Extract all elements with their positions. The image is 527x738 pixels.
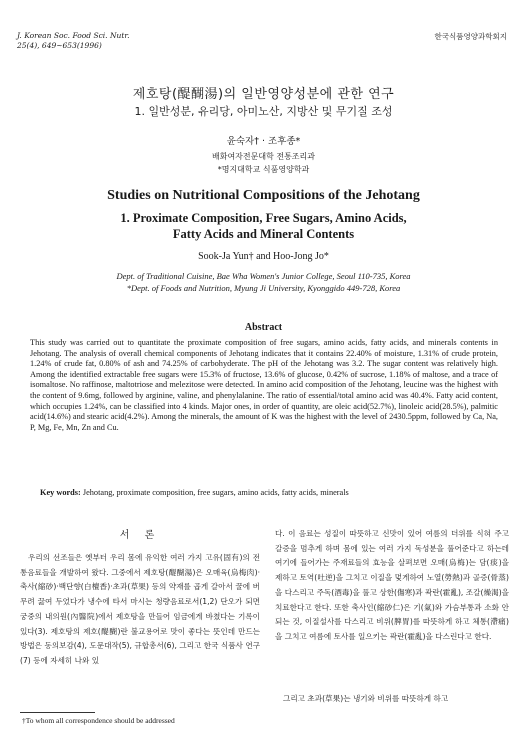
keywords-label: Key words:: [40, 488, 81, 497]
journal-citation-line2: 25(4), 649~653(1996): [17, 41, 102, 50]
keywords-text: Jehotang, proximate composition, free sugars, amino acids, fatty acids, minerals: [82, 488, 349, 497]
subtitle-korean: 1. 일반성분, 유리당, 아미노산, 지방산 및 무기질 조성: [134, 105, 393, 118]
affiliation-english-1: Dept. of Traditional Cuisine, Bae Wha Women's Junior College, Seoul 110-735, Korea: [116, 271, 411, 281]
abstract-body: This study was carried out to quantitate the proximate composition of free sugars, amino acids, fatty acids, and minerals contents in Jehotang. The analysis of overall chemical components of Jehotang indicates that it contains 22.40% of moisture, 1.31% of crude protein, 1.24% of crude fat, 0.80% of ash and 74.25% of carbohyderate. The pH of the Jehotang was 3.2. The sugar content was relatively high. Among the identified extractable free sugars were 15.3% of fructose, 13.6% of glucose, 0.42% of sucrose, 1.18% of maltose, and a trace of isomaltose. No raffinose, maltotriose and melezitose were detected. In amino acid composition of the Jehotang, leucine was the highest with the content of 9.6mg, followed by arginine, valine, and phenylalanine. The ratio of essential/total amino acid was 40.4%. Fatty acid content, which occupies 1.24%, can be classified into 4 kinds. Major ones, in order of quantity, are oleic acid(52.7%), linoleic acid(28.5%), palmitic acid(14.6%) and stearic acid(4.2%). Among the minerals, the amount of K was the highest with the level of 2430.5ppm, followed by Ca, Na, P, Mg, Fe, Mn, Zn and Cu.: [30, 338, 498, 432]
title-korean: 제호탕(醍醐湯)의 일반영양성분에 관한 연구: [132, 87, 395, 102]
keywords: [40, 488, 500, 497]
abstract-heading: Abstract: [244, 322, 283, 333]
footnote-correspondence: †To whom all correspondence should be addressed: [22, 716, 175, 725]
footnote-rule: [20, 712, 95, 713]
body-right-column-continued: 그리고 초과(草果)는 냉기와 비위를 따뜻하게 하고: [283, 694, 449, 703]
journal-name-kr: 한국식품영양과학회지: [434, 32, 507, 41]
journal-citation-line1: J. Korean Soc. Food Sci. Nutr.: [17, 31, 130, 40]
affiliation-korean-2: *명지대학교 식품영양학과: [217, 165, 310, 174]
subtitle-english-1: 1. Proximate Composition, Free Sugars, Amino Acids,: [120, 211, 407, 225]
authors-english: Sook-Ja Yun† and Hoo-Jong Jo*: [198, 251, 329, 262]
subtitle-english-2: Fatty Acids and Mineral Contents: [172, 227, 355, 241]
authors-korean: 윤숙자† · 조후종*: [226, 136, 301, 147]
affiliation-english-2: *Dept. of Foods and Nutrition, Myung Ji University, Kyonggido 449-728, Korea: [126, 283, 401, 293]
title-english: Studies on Nutritional Compositions of the Jehotang: [107, 188, 420, 203]
body-left-column: 우리의 선조들은 옛부터 우리 몸에 유익한 여러 가지 고유(固有)의 전통음료들을 개발하여 왔다. 그중에서 제호탕(醍醐湯)은 오매육(烏梅肉)·축사(縮砂)·백단향(白檀香)·초과(草果) 등의 약재를 곱게 갈아서 꿀에 버무려 끓여 두었다가 냉수에 타서 마시는 청량음료로서(1,2) 단오가 되면 궁중의 내의원(內醫院)에서 제호탕을 만들어 임금에게 바쳤다는 기록이 있다(3). 제호탕의 제호(醍醐)란 불교용어로 맛이 좋다는 뜻인데 만드는 방법은 동의보감(4), 도문대작(5), 규합총서(6), 그리고 한국 식품사 연구(7) 등에 자세히 나와 있: [20, 553, 260, 665]
section-heading-introduction: 서 론: [119, 530, 161, 541]
affiliation-korean-1: 배화여자전문대학 전통조리과: [211, 152, 315, 161]
body-right-column: 다. 이 음료는 성질이 따뜻하고 신맛이 있어 여름의 더위를 식혀 주고 갈증을 멈추게 하며 몸에 있는 여러 가지 독성분을 풀어준다고 하는데 여기에 들어가는 주재료들의 효능을 살펴보면 오매(烏梅)는 담(痰)을 제하고 토역(吐逆)을 그치고 이질을 멎게하여 노열(勞熱)과 골증(骨蒸)을 다스리고 주독(酒毒)을 풀고 상한(傷寒)과 곽란(霍亂), 조갈(燥渴)을 치료한다고 한다. 또한 축사인(縮砂仁)은 기(氣)와 가슴부통과 소화 안되는 것, 이질설사를 다스리고 비위(脾胃)를 따뜻하게 하고 체통(滯痛)을 그치고 여름에 토사를 일으키는 곽란(霍亂)을 다스린다고 한다.: [275, 529, 509, 641]
